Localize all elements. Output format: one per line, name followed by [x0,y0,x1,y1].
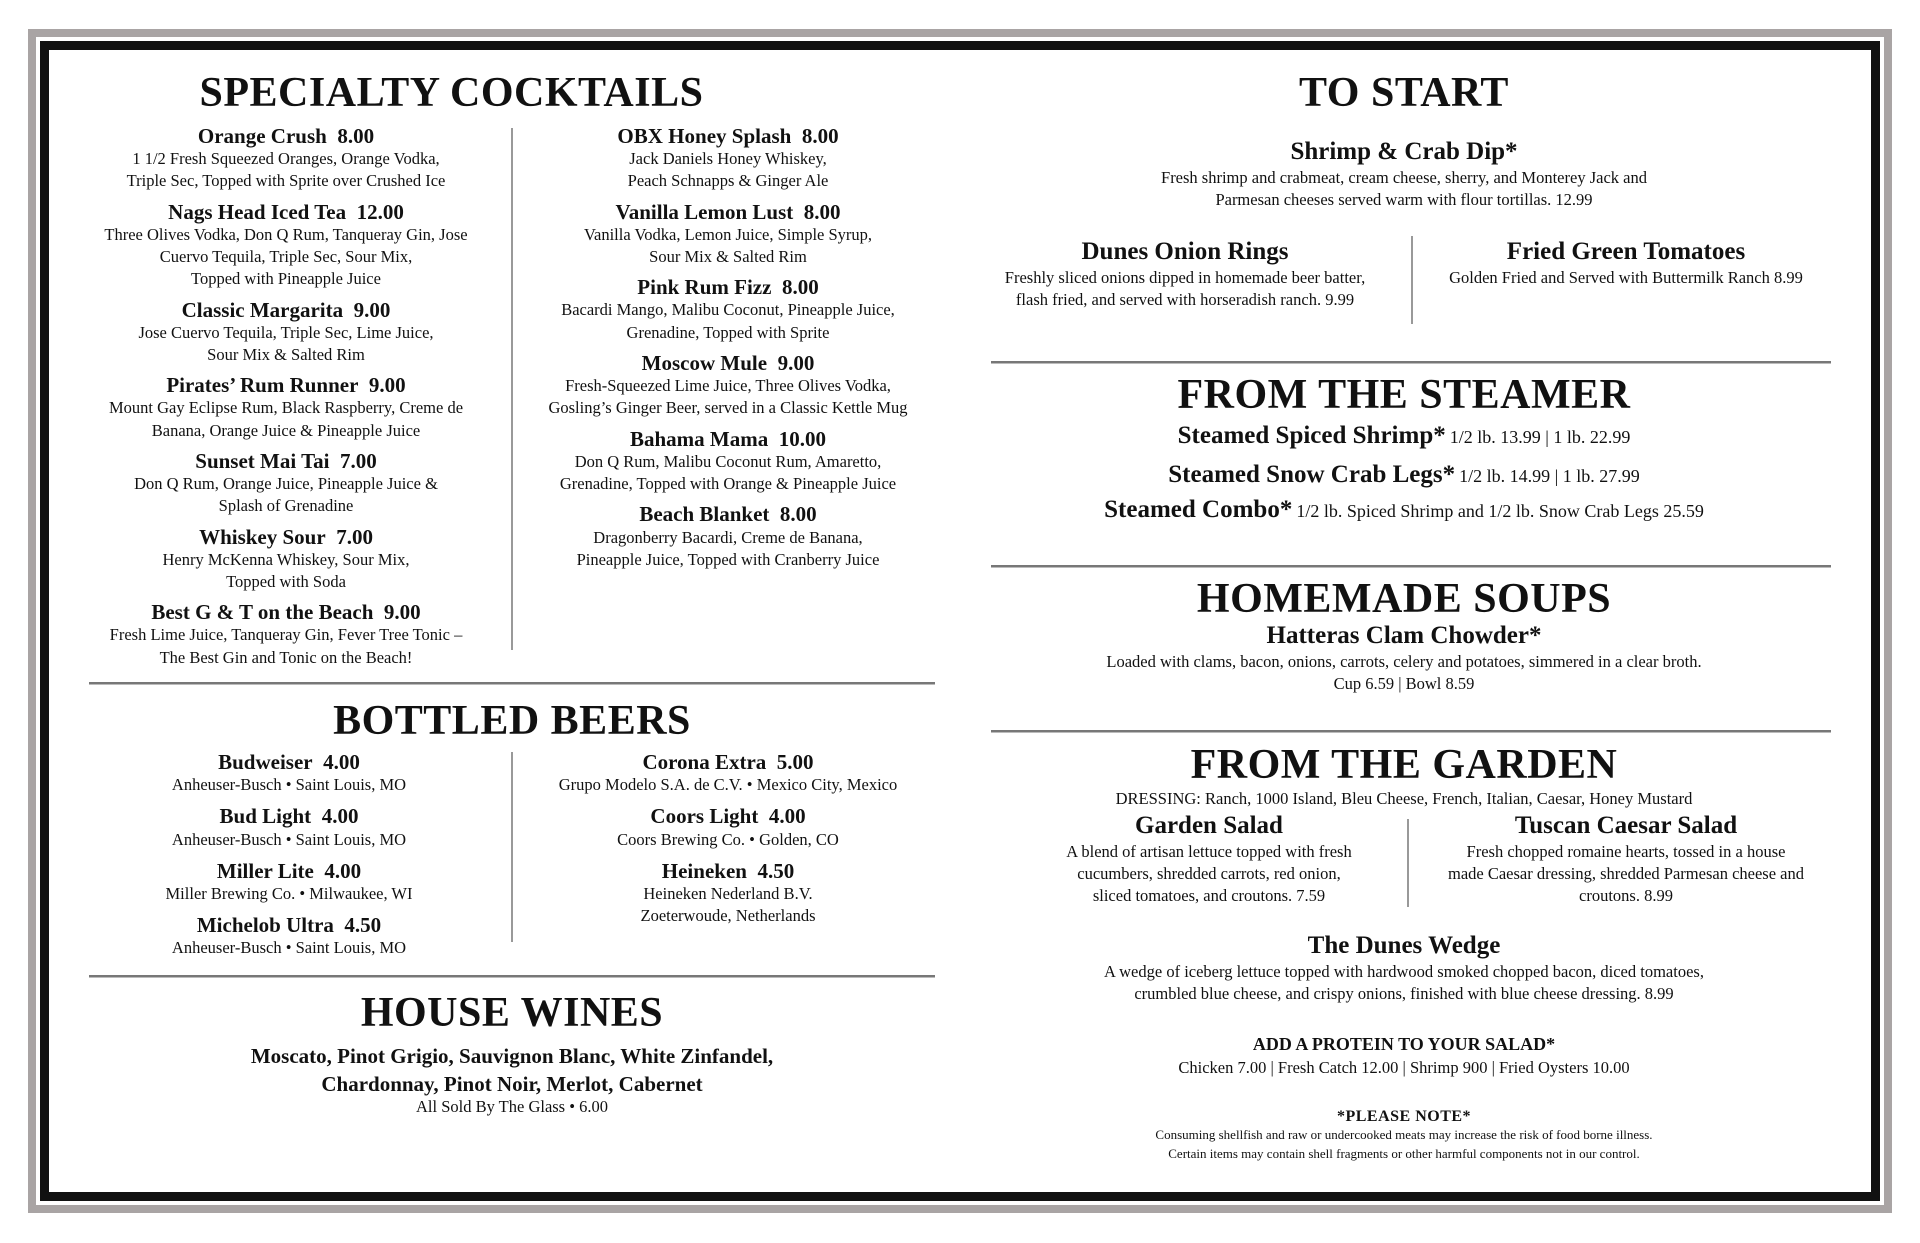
protein-block [979,1034,1829,1079]
beer-name-line [533,859,923,883]
steamer-item [979,422,1829,451]
cocktail-name: Classic Margarita [181,297,344,322]
section-divider [89,682,935,685]
cocktail-desc: The Best Gin and Tonic on the Beach! [159,647,413,667]
beer-item [533,859,923,928]
beer-desc: Anheuser-Busch • Saint Louis, MO [171,938,407,958]
beer-item [89,750,489,796]
garden-divider [1407,819,1409,907]
beer-name-line [533,804,923,828]
soups-section [979,576,1829,695]
beer-price: 4.00 [324,858,362,883]
caesar-salad-name: Tuscan Caesar Salad [1514,812,1738,839]
beer-desc: Zoeterwoude, Netherlands [640,906,816,926]
cocktail-name-line [531,275,925,299]
beer-name: Bud Light [219,804,312,829]
wedge-desc-line1: A wedge of iceberg lettuce topped with hardwood smoked chopped bacon, diced tomatoes, [1104,961,1704,981]
protein-title: ADD A PROTEIN TO YOUR SALAD* [1252,1034,1556,1054]
cocktail-name: Sunset Mai Tai [195,448,330,473]
cocktail-desc: Gosling’s Ginger Beer, served in a Classic Kettle Mug [548,398,908,418]
beer-name-line [89,859,489,883]
beer-item [89,913,489,959]
cocktail-item [531,200,925,269]
cocktail-item [89,373,483,442]
beers-title: BOTTLED BEERS [333,698,691,744]
cocktail-desc: Jack Daniels Honey Whiskey, [629,149,827,169]
cocktail-name-line [89,525,483,549]
cocktail-desc: Pineapple Juice, Topped with Cranberry Juice [576,549,880,569]
chowder-name: Hatteras Clam Chowder* [1266,622,1542,650]
cocktail-price: 8.00 [803,199,841,224]
cocktail-item [89,600,483,669]
section-divider [991,565,1831,568]
garden-salad-desc-line2: cucumbers, shredded carrots, red onion, [1077,864,1341,884]
beer-desc: Miller Brewing Co. • Milwaukee, WI [165,883,413,903]
cocktail-name: Beach Blanket [639,502,770,527]
cocktail-item [89,525,483,594]
steamer-item [979,496,1829,525]
caesar-salad-item [1419,812,1833,908]
cocktail-name: Orange Crush [197,124,327,148]
steamer-section [979,372,1829,524]
cocktail-name-line [531,502,925,526]
beer-name-line [533,750,923,774]
cocktail-desc: Fresh Lime Juice, Tanqueray Gin, Fever Tree Tonic – [109,625,463,645]
cocktail-desc: Triple Sec, Topped with Sprite over Crushed Ice [126,171,446,191]
cocktails-left-column [89,124,483,676]
beer-name: Miller Lite [216,858,314,883]
steamer-item-name: Steamed Combo* [1104,495,1293,523]
onion-rings-desc-line1: Freshly sliced onions dipped in homemade beer batter, [1004,267,1366,287]
cocktail-desc: Don Q Rum, Orange Juice, Pineapple Juice & [134,474,438,494]
cocktails-title: SPECIALTY COCKTAILS [199,70,704,116]
please-note-block [979,1108,1829,1164]
section-divider [991,361,1831,364]
wines-section [89,990,935,1119]
cocktail-price: 9.00 [777,351,815,376]
cocktail-item [531,275,925,344]
cocktail-item [531,124,925,193]
dip-name: Shrimp & Crab Dip* [1290,138,1518,166]
beers-left-column [89,750,489,968]
cocktail-name-line [89,124,483,148]
cocktail-desc: Sour Mix & Salted Rim [649,247,807,267]
beer-name: Michelob Ultra [196,913,334,938]
garden-salad-item [1009,812,1409,908]
beers-right-column [533,750,923,935]
steamer-item-name: Steamed Spiced Shrimp* [1177,422,1446,450]
please-note-line1: Consuming shellfish and raw or undercooked meats may increase the risk of food borne illness. [1155,1127,1653,1142]
wines-title: HOUSE WINES [360,990,664,1036]
cocktail-desc: Sour Mix & Salted Rim [207,345,365,365]
garden-salad-desc-line3: sliced tomatoes, and croutons. 7.59 [1092,886,1326,906]
cocktails-divider [511,128,513,650]
cocktail-item [89,449,483,518]
cocktail-name: Whiskey Sour [199,524,326,549]
cocktail-price: 8.00 [781,275,819,300]
cocktail-name: Moscow Mule [641,351,768,376]
green-tomatoes-item [1421,238,1831,289]
cocktail-desc: Dragonberry Bacardi, Creme de Banana, [593,527,863,547]
steamer-item-name: Steamed Snow Crab Legs* [1168,460,1456,488]
caesar-salad-desc-line3: croutons. 8.99 [1579,886,1673,906]
dressing-options: DRESSING: Ranch, 1000 Island, Bleu Cheese, French, Italian, Caesar, Honey Mustard [1115,789,1693,809]
beer-item [533,750,923,796]
beer-desc: Grupo Modelo S.A. de C.V. • Mexico City, Mexico [558,775,898,795]
cocktail-name-line [89,449,483,473]
start-section [979,70,1829,211]
beer-price: 4.00 [323,750,360,774]
dip-desc-line2: Parmesan cheeses served warm with flour tortillas. 12.99 [1215,190,1593,210]
cocktail-price: 9.00 [368,373,406,398]
beer-name: Heineken [661,858,747,883]
steamer-title: FROM THE STEAMER [1177,372,1631,418]
cocktail-desc: Grenadine, Topped with Sprite [626,322,830,342]
beer-price: 4.50 [757,858,795,883]
wedge-desc-line2: crumbled blue cheese, and crispy onions, finished with blue cheese dressing. 8.99 [1134,984,1674,1004]
cocktail-desc: Cuervo Tequila, Triple Sec, Sour Mix, [159,247,413,267]
cocktail-name-line [531,200,925,224]
beer-name: Coors Light [650,804,759,829]
beer-desc: Coors Brewing Co. • Golden, CO [617,829,839,849]
beers-heading-block [89,698,935,744]
cocktail-name-line [89,600,483,624]
start-divider [1411,236,1413,324]
cocktail-item [531,427,925,496]
caesar-salad-desc-line1: Fresh chopped romaine hearts, tossed in a house [1466,841,1786,861]
cocktail-price: 8.00 [337,124,375,148]
cocktail-price: 9.00 [383,600,421,625]
dip-desc-line1: Fresh shrimp and crabmeat, cream cheese, sherry, and Monterey Jack and [1161,167,1647,187]
caesar-salad-desc-line2: made Caesar dressing, shredded Parmesan cheese and [1448,864,1804,884]
cocktail-desc: 1 1/2 Fresh Squeezed Oranges, Orange Vodka, [132,149,440,169]
cocktails-right-column [531,124,925,578]
cocktail-desc: Don Q Rum, Malibu Coconut Rum, Amaretto, [574,451,882,471]
cocktail-desc: Topped with Soda [226,572,346,592]
beer-name-line [89,913,489,937]
beer-name: Budweiser [218,750,313,774]
cocktail-desc: Topped with Pineapple Juice [191,269,381,289]
steamer-item-detail: 1/2 lb. Spiced Shrimp and 1/2 lb. Snow Crab Legs 25.59 [1296,500,1704,521]
beer-item [89,859,489,905]
green-tomatoes-name: Fried Green Tomatoes [1506,238,1746,265]
cocktail-price: 8.00 [801,124,839,148]
cocktail-name-line [89,298,483,322]
cocktail-item [89,200,483,291]
wines-list-line1: Moscato, Pinot Grigio, Sauvignon Blanc, White Zinfandel, [250,1044,774,1069]
beer-name-line [89,804,489,828]
cocktail-price: 12.00 [356,199,404,224]
cocktail-item [531,502,925,571]
steamer-item-detail: 1/2 lb. 14.99 | 1 lb. 27.99 [1459,465,1640,486]
steamer-item-detail: 1/2 lb. 13.99 | 1 lb. 22.99 [1449,427,1631,448]
cocktail-price: 7.00 [339,448,377,473]
onion-rings-item [979,238,1391,311]
beer-item [89,804,489,850]
cocktail-desc: Splash of Grenadine [218,496,354,516]
wines-list-line2: Chardonnay, Pinot Noir, Merlot, Cabernet [321,1072,703,1097]
garden-section [979,742,1829,810]
cocktail-name-line [531,427,925,451]
cocktail-name: Pirates’ Rum Runner [166,373,359,398]
green-tomatoes-desc: Golden Fried and Served with Buttermilk Ranch 8.99 [1449,267,1803,287]
cocktail-name-line [531,351,925,375]
please-note-line2: Certain items may contain shell fragments or other harmful components not in our control. [1168,1145,1640,1161]
cocktail-desc: Grenadine, Topped with Orange & Pineapple Juice [559,474,897,494]
cocktail-desc: Jose Cuervo Tequila, Triple Sec, Lime Juice, [138,322,434,342]
chowder-desc: Loaded with clams, bacon, onions, carrots, celery and potatoes, simmered in a clear broth. [1106,651,1702,671]
beer-desc: Anheuser-Busch • Saint Louis, MO [171,829,407,849]
cocktail-name: Bahama Mama [630,426,769,451]
beer-desc: Anheuser-Busch • Saint Louis, MO [171,775,407,795]
cocktail-price: 7.00 [336,524,373,549]
beer-price: 4.50 [344,913,382,938]
cocktail-price: 8.00 [779,502,817,527]
cocktail-name: Nags Head Iced Tea [168,199,347,224]
cocktail-desc: Bacardi Mango, Malibu Coconut, Pineapple Juice, [561,300,895,320]
cocktail-name: Pink Rum Fizz [637,275,772,300]
beer-name: Corona Extra [642,750,767,774]
wedge-item [979,932,1829,1005]
cocktail-price: 9.00 [353,297,391,322]
cocktail-name-line [531,124,925,148]
beer-price: 4.00 [768,804,806,829]
cocktail-name: Best G & T on the Beach [151,600,374,625]
garden-title: FROM THE GARDEN [1190,742,1618,788]
cocktail-name: OBX Honey Splash [617,124,792,148]
start-title: TO START [1299,70,1509,116]
please-note-title: *PLEASE NOTE* [1336,1108,1472,1125]
cocktail-desc: Three Olives Vodka, Don Q Rum, Tanqueray Gin, Jose [104,224,468,244]
beer-item [533,804,923,850]
cocktail-desc: Banana, Orange Juice & Pineapple Juice [151,420,421,440]
onion-rings-name: Dunes Onion Rings [1081,238,1289,265]
beer-name-line [89,750,489,774]
beer-price: 4.00 [321,804,359,829]
cocktail-name-line [89,200,483,224]
chowder-prices: Cup 6.59 | Bowl 8.59 [1333,674,1475,694]
wines-note: All Sold By The Glass • 6.00 [415,1097,609,1117]
cocktail-name-line [89,373,483,397]
cocktail-item [531,351,925,420]
beer-price: 5.00 [776,750,814,774]
cocktail-item [89,298,483,367]
cocktail-desc: Vanilla Vodka, Lemon Juice, Simple Syrup, [583,224,873,244]
cocktails-heading-block [89,70,814,116]
cocktail-price: 10.00 [778,426,826,451]
menu-page [49,50,1871,1192]
protein-options: Chicken 7.00 | Fresh Catch 12.00 | Shrimp 900 | Fried Oysters 10.00 [1178,1057,1630,1077]
section-divider [89,975,935,978]
cocktail-name: Vanilla Lemon Lust [615,199,794,224]
wedge-name: The Dunes Wedge [1307,932,1501,959]
cocktail-desc: Henry McKenna Whiskey, Sour Mix, [162,549,410,569]
beers-divider [511,752,513,942]
garden-salad-name: Garden Salad [1135,812,1283,839]
cocktail-desc: Fresh-Squeezed Lime Juice, Three Olives Vodka, [565,376,891,396]
cocktail-item [89,124,483,193]
cocktail-desc: Peach Schnapps & Ginger Ale [627,171,829,191]
soups-title: HOMEMADE SOUPS [1196,576,1612,622]
onion-rings-desc-line2: flash fried, and served with horseradish ranch. 9.99 [1015,290,1355,310]
cocktail-desc: Mount Gay Eclipse Rum, Black Raspberry, Creme de [108,398,464,418]
garden-salad-desc-line1: A blend of artisan lettuce topped with fresh [1066,841,1352,861]
beer-desc: Heineken Nederland B.V. [643,883,813,903]
section-divider [991,730,1831,733]
steamer-item [979,461,1829,490]
